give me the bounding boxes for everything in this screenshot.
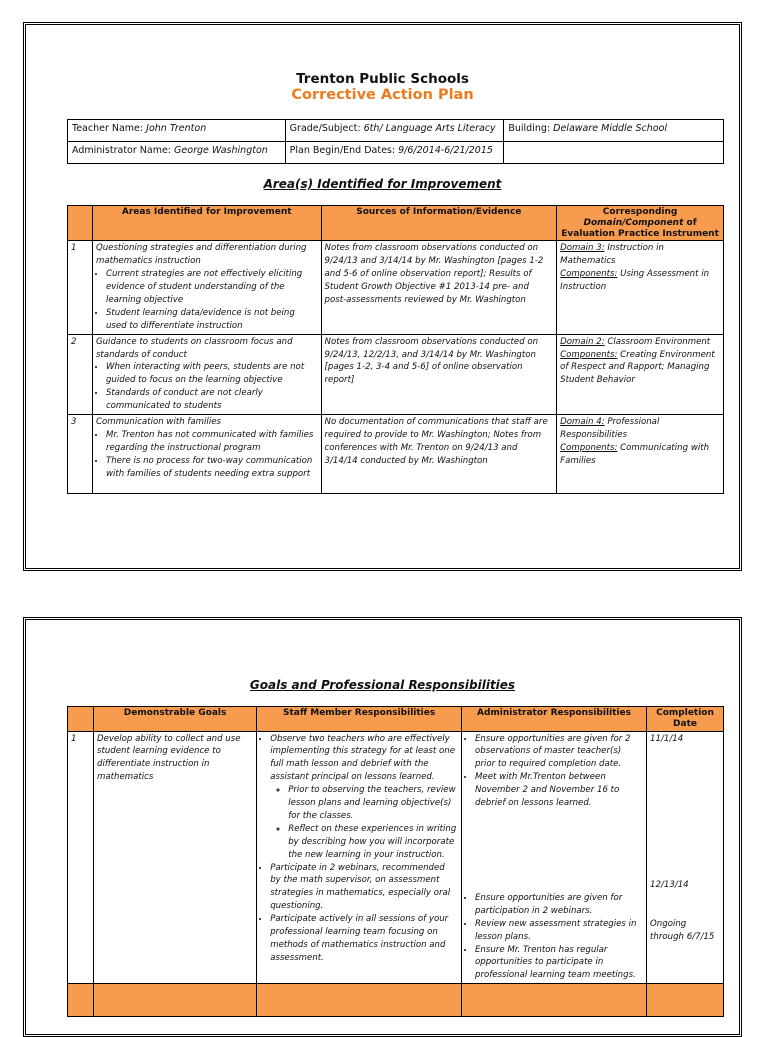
page-2 bbox=[23, 617, 742, 1037]
list-item: • Ensure Mr. Trenton has regular opportunities to participate in professional learning team meetings. bbox=[475, 944, 643, 983]
list-item: • There is no process for two-way communication with families of students needing extra support bbox=[106, 455, 318, 481]
components-value: Communicating with Families bbox=[560, 442, 710, 466]
grade-label: Grade/Subject: bbox=[289, 123, 361, 134]
goals-header-row bbox=[68, 707, 724, 732]
domain-header-line2: Domain/Component bbox=[583, 217, 684, 228]
domain-value: Professional Responsibilities bbox=[560, 416, 660, 440]
document-title: Corrective Action Plan bbox=[291, 87, 474, 103]
list-item: ◦ Prior to observing the teachers, review lesson plans and learning objective(s) for the classes. bbox=[288, 784, 458, 823]
teacher-label: Teacher Name: bbox=[72, 123, 144, 134]
teacher-value: John Trenton bbox=[146, 123, 207, 134]
table-row bbox=[68, 731, 724, 984]
date-1: 11/1/14 bbox=[650, 733, 684, 744]
row-number: 3 bbox=[68, 414, 93, 493]
admin-value: George Washington bbox=[174, 145, 268, 156]
components-value: Creating Environment of Respect and Rapport; Managing Student Behavior bbox=[560, 349, 715, 386]
area-cell bbox=[92, 414, 321, 493]
date-3: Ongoing through 6/7/15 bbox=[650, 919, 715, 943]
sources-header: Sources of Information/Evidence bbox=[321, 206, 557, 241]
list-item: • Mr. Trenton has not communicated with families regarding the instructional program bbox=[106, 429, 318, 455]
list-item: • Review new assessment strategies in lesson plans. bbox=[475, 918, 643, 944]
areas-header-row bbox=[68, 206, 724, 241]
grade-value: 6th/ Language Arts Literacy bbox=[363, 123, 496, 134]
grade-cell bbox=[285, 120, 504, 142]
list-item: • When interacting with peers, students are not guided to focus on the learning objective bbox=[106, 361, 318, 387]
empty-cell bbox=[257, 984, 462, 1017]
admin-cell bbox=[68, 142, 286, 164]
domain-value: Classroom Environment bbox=[607, 336, 711, 347]
domain-label: Domain 3: bbox=[560, 243, 605, 254]
empty-cell bbox=[647, 984, 724, 1017]
table-row bbox=[68, 334, 724, 414]
components-value: Using Assessment in Instruction bbox=[560, 269, 710, 293]
domain-label: Domain 2: bbox=[560, 336, 605, 347]
staff-item-1: Observe two teachers who are effectively implementing this strategy for at least one full math lesson and debrief with the assistant principal on lessons learned. bbox=[270, 733, 456, 783]
list-item: ◦ Reflect on these experiences in writing by describing how you will incorporate the new learning in your instruction. bbox=[288, 823, 458, 862]
row-number: 1 bbox=[68, 241, 93, 334]
admin-header: Administrator Responsibilities bbox=[462, 707, 647, 732]
area-text: Questioning strategies and differentiation during mathematics instruction bbox=[95, 243, 307, 267]
list-item: • Ensure opportunities are given for 2 observations of master teacher(s) prior to required completion date. bbox=[475, 733, 643, 772]
goals-header: Demonstrable Goals bbox=[93, 707, 256, 732]
goals-section-title: Goals and Professional Responsibilities bbox=[249, 678, 516, 692]
domain-header-line3: of Evaluation Practice Instrument bbox=[561, 217, 719, 239]
domain-cell bbox=[557, 414, 724, 493]
domain-cell bbox=[557, 241, 724, 334]
num-header bbox=[68, 707, 94, 732]
admin-cell bbox=[462, 731, 647, 984]
sources-cell: Notes from classroom observations conducted on 9/24/13, 12/2/13, and 3/14/14 by Mr. Washington [pages 1-2, 3-4 and 5-6] of online observation report] bbox=[321, 334, 557, 414]
areas-header: Areas Identified for Improvement bbox=[92, 206, 321, 241]
org-title: Trenton Public Schools bbox=[296, 71, 469, 87]
sources-cell: Notes from classroom observations conducted on 9/24/13 and 3/14/14 by Mr. Washington [pages 1-2 and 5-6 of online observation report]; Results of Student Growth Objective #1 2013-14 pre- and post-assessments reviewed by Mr. Washington bbox=[321, 241, 557, 334]
area-cell bbox=[92, 241, 321, 334]
empty-cell bbox=[504, 142, 724, 164]
row-number: 1 bbox=[68, 731, 94, 984]
date-cell bbox=[647, 731, 724, 984]
date-header: Completion Date bbox=[647, 707, 724, 732]
plan-label: Plan Begin/End Dates: bbox=[289, 145, 396, 156]
building-cell bbox=[504, 120, 724, 142]
list-item: • Participate in 2 webinars, recommended by the math supervisor, on assessment strategies in mathematics, especially oral questioning. bbox=[270, 862, 458, 914]
list-item: • Participate actively in all sessions of your professional learning team focusing on methods of mathematics instruction and assessment. bbox=[270, 913, 458, 965]
building-value: Delaware Middle School bbox=[553, 123, 668, 134]
list-item: • Standards of conduct are not clearly communicated to students bbox=[106, 387, 318, 413]
table-row bbox=[68, 984, 724, 1017]
table-row bbox=[68, 414, 724, 493]
page-1 bbox=[23, 22, 742, 571]
list-item: • Ensure opportunities are given for participation in 2 webinars. bbox=[475, 892, 643, 918]
domain-cell bbox=[557, 334, 724, 414]
list-item bbox=[270, 733, 458, 862]
areas-section-title: Area(s) Identified for Improvement bbox=[263, 177, 502, 191]
goals-table bbox=[67, 706, 724, 1017]
domain-header bbox=[557, 206, 724, 241]
area-text: Communication with families bbox=[95, 416, 221, 427]
area-cell bbox=[92, 334, 321, 414]
components-label: Components: bbox=[560, 269, 618, 280]
date-2: 12/13/14 bbox=[650, 880, 689, 891]
teacher-cell bbox=[68, 120, 286, 142]
list-item: • Current strategies are not effectively eliciting evidence of student understanding of the learning objective bbox=[106, 268, 318, 307]
domain-label: Domain 4: bbox=[560, 416, 605, 427]
num-header bbox=[68, 206, 93, 241]
components-label: Components: bbox=[560, 349, 618, 360]
plan-value: 9/6/2014-6/21/2015 bbox=[398, 145, 493, 156]
area-text: Guidance to students on classroom focus and standards of conduct bbox=[95, 336, 293, 360]
domain-value: Instruction in Mathematics bbox=[560, 243, 664, 267]
row-number: 2 bbox=[68, 334, 93, 414]
goal-cell: Develop ability to collect and use student learning evidence to differentiate instruction in mathematics bbox=[93, 731, 256, 984]
staff-header: Staff Member Responsibilities bbox=[257, 707, 462, 732]
plan-dates-cell bbox=[285, 142, 504, 164]
empty-cell bbox=[93, 984, 256, 1017]
building-label: Building: bbox=[508, 123, 551, 134]
admin-label: Administrator Name: bbox=[72, 145, 172, 156]
info-table bbox=[67, 119, 724, 164]
staff-cell bbox=[257, 731, 462, 984]
list-item: • Meet with Mr.Trenton between November 2 and November 16 to debrief on lessons learned. bbox=[475, 771, 643, 810]
components-label: Components: bbox=[560, 442, 618, 453]
list-item: • Student learning data/evidence is not being used to differentiate instruction bbox=[106, 307, 318, 333]
areas-table bbox=[67, 205, 724, 494]
empty-cell bbox=[462, 984, 647, 1017]
sources-cell: No documentation of communications that staff are required to provide to Mr. Washington; Notes from conferences with Mr. Trenton on 9/24/13 and 3/14/14 conducted by Mr. Washington bbox=[321, 414, 557, 493]
table-row bbox=[68, 241, 724, 334]
empty-cell bbox=[68, 984, 94, 1017]
domain-header-line1: Corresponding bbox=[602, 207, 678, 217]
